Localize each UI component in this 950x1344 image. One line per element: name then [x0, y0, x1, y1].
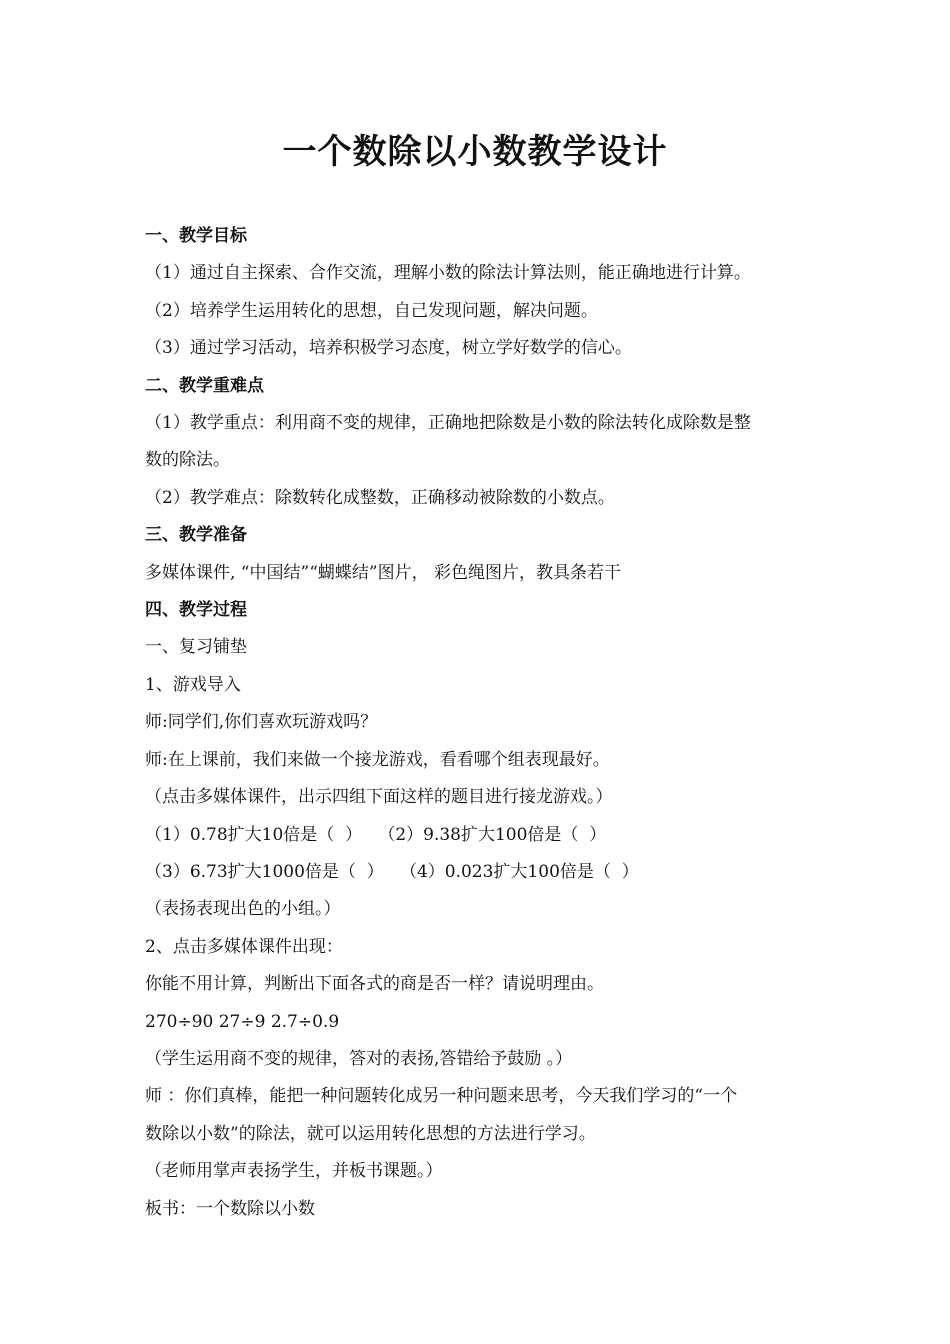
instruction-note-3: （学生运用商不变的规律，答对的表扬,答错给予鼓励 。）: [145, 1048, 573, 1069]
teacher-line-1: 师:同学们,你们喜欢玩游戏吗？: [145, 712, 378, 733]
key-point-1-line-1: （1）教学重点：利用商不变的规律，正确地把除数是小数的除法转化成除数是整: [145, 413, 751, 434]
objective-1: （1）通过自主探索、合作交流，理解小数的除法计算法则，能正确地进行计算。: [145, 263, 751, 284]
document-title: 一个数除以小数教学设计: [282, 132, 668, 172]
teacher-line-2: 师:在上课前，我们来做一个接龙游戏，看看哪个组表现最好。: [145, 749, 610, 770]
objective-3: （3）通过学习活动，培养积极学习态度，树立学好数学的信心。: [145, 338, 632, 359]
division-expressions: 270÷90 27÷9 2.7÷0.9: [145, 1011, 340, 1032]
exercise-row-1: （1）0.78扩大10倍是（ ） （2）9.38扩大100倍是（ ）: [145, 824, 607, 845]
preparation-text: 多媒体课件, “中国结”“蝴蝶结”图片， 彩色绳图片，教具条若干: [145, 562, 621, 583]
section-heading-preparation: 三、教学准备: [145, 525, 247, 546]
process-step-review: 一、复习铺垫: [145, 637, 247, 658]
process-game-intro: 1、游戏导入: [145, 674, 241, 695]
instruction-note-1: （点击多媒体课件，出示四组下面这样的题目进行接龙游戏。）: [145, 787, 613, 808]
teacher-line-3-part-1: 师 ：你们真棒，能把一种问题转化成另一种问题来思考，今天我们学习的“一个: [145, 1086, 738, 1107]
document-body: [145, 218, 810, 1228]
question-text: 你能不用计算，判断出下面各式的商是否一样？请说明理由。: [145, 974, 604, 995]
section-heading-objectives: 一、教学目标: [145, 226, 247, 246]
key-point-1-line-2: 数的除法。: [145, 450, 230, 471]
section-heading-process: 四、教学过程: [145, 600, 247, 621]
key-point-2: （2）教学难点：除数转化成整数，正确移动被除数的小数点。: [145, 487, 615, 508]
instruction-note-2: （表扬表现出色的小组。）: [145, 899, 341, 920]
instruction-note-4: （老师用掌声表扬学生，并板书课题。）: [145, 1161, 443, 1182]
section-heading-key-points: 二、教学重难点: [145, 375, 264, 396]
exercise-row-2: （3）6.73扩大1000倍是（ ） （4）0.023扩大100倍是（ ）: [145, 861, 639, 882]
board-writing: 板书：一个数除以小数: [145, 1198, 315, 1219]
objective-2: （2）培养学生运用转化的思想，自己发现问题，解决问题。: [145, 300, 598, 321]
process-step-2: 2、点击多媒体课件出现：: [145, 936, 343, 957]
teacher-line-3-part-2: 数除以小数”的除法，就可以运用转化思想的方法进行学习。: [145, 1123, 596, 1144]
